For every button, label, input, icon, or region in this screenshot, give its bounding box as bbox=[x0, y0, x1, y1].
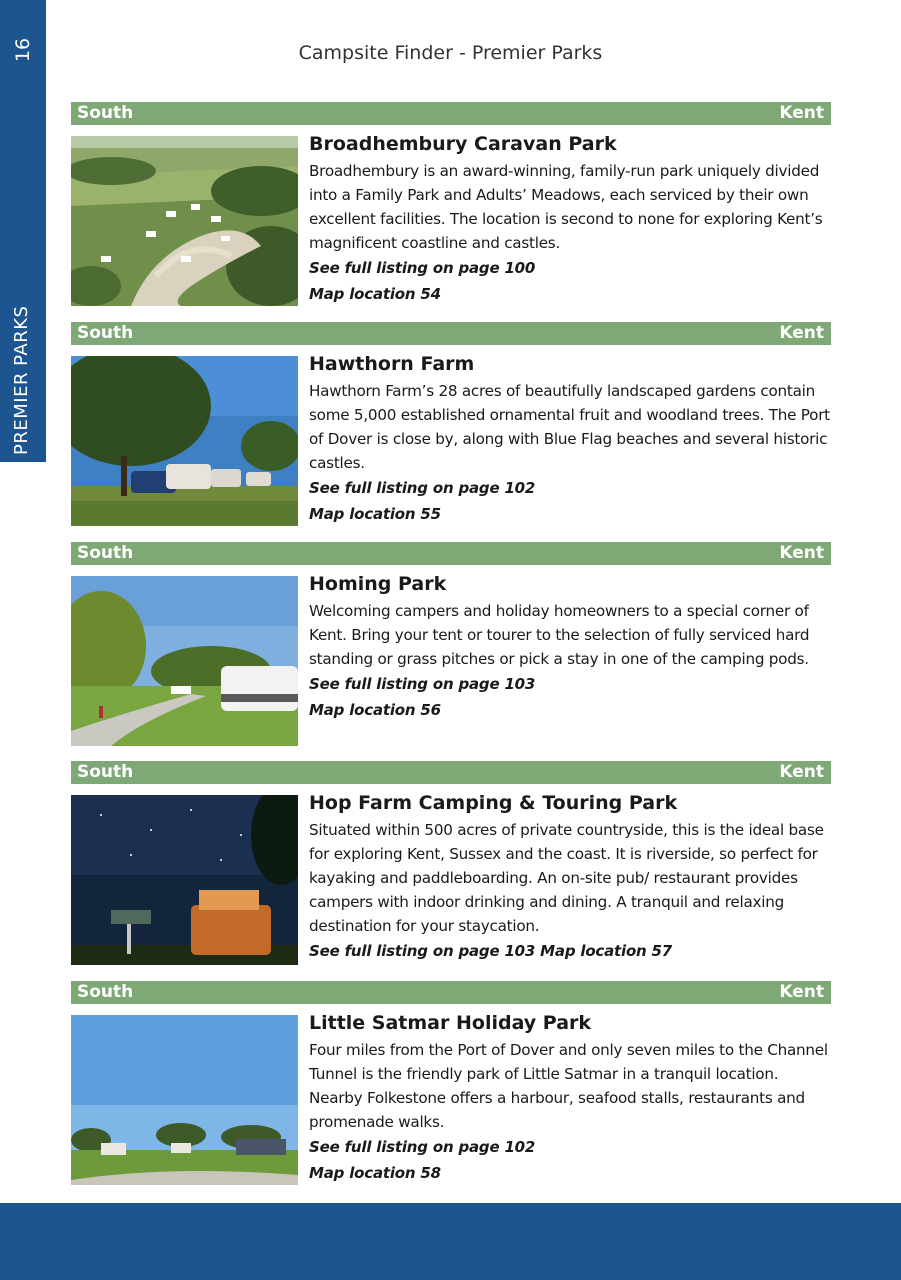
region-label: South bbox=[77, 103, 134, 123]
campsite-name: Hawthorn Farm bbox=[309, 353, 475, 375]
campsite-name: Hop Farm Camping & Touring Park bbox=[309, 792, 678, 814]
campsite-info bbox=[309, 352, 833, 527]
campsite-info bbox=[309, 791, 833, 964]
region-bar bbox=[71, 761, 831, 784]
campsite-name: Broadhembury Caravan Park bbox=[309, 133, 617, 155]
region-bar bbox=[71, 981, 831, 1004]
campsite-description: Situated within 500 acres of private countryside, this is the ideal base for exploring Kent, Sussex and the coast. It is riverside, so perfect for kayaking and paddleboarding. An on-site pub/ restaurant provides campers with indoor drinking and dining. A tranquil and relaxing destination for your staycation. bbox=[309, 821, 824, 935]
listing-reference: See full listing on page 102 bbox=[309, 1138, 536, 1156]
campsite-photo bbox=[71, 356, 298, 526]
campsite-description: Welcoming campers and holiday homeowners to a special corner of Kent. Bring your tent or tourer to the selection of fully serviced hard standing or grass pitches or pick a stay in one of the camping pods. bbox=[309, 602, 810, 668]
campsite-photo bbox=[71, 576, 298, 746]
county-label: Kent bbox=[779, 762, 824, 782]
campsite-photo bbox=[71, 1015, 298, 1185]
listing-reference: See full listing on page 100 bbox=[309, 259, 536, 277]
county-label: Kent bbox=[779, 543, 824, 563]
footer-band bbox=[0, 1203, 901, 1280]
county-label: Kent bbox=[779, 982, 824, 1002]
campsite-info bbox=[309, 572, 833, 723]
listing-reference: See full listing on page 103 bbox=[309, 675, 536, 693]
county-label: Kent bbox=[779, 103, 824, 123]
listing-reference: See full listing on page 102 bbox=[309, 479, 536, 497]
campsite-description: Hawthorn Farm’s 28 acres of beautifully landscaped gardens contain some 5,000 established ornamental fruit and woodland trees. The Port of Dover is close by, along with Blue Flag beaches and several historic castles. bbox=[309, 382, 830, 472]
side-tab bbox=[0, 0, 46, 462]
county-label: Kent bbox=[779, 323, 824, 343]
campsite-description: Four miles from the Port of Dover and only seven miles to the Channel Tunnel is the friendly park of Little Satmar in a tranquil location. Nearby Folkestone offers a harbour, seafood stalls, restaurants and promenade walks. bbox=[309, 1041, 828, 1131]
campsite-entry bbox=[71, 102, 831, 312]
map-location: Map location 58 bbox=[309, 1164, 441, 1182]
campsite-description: Broadhembury is an award-winning, family-run park uniquely divided into a Family Park and Adults’ Meadows, each serviced by their own excellent facilities. The location is second to none for exploring Kent’s magnificent coastline and castles. bbox=[309, 162, 823, 252]
campsite-entry bbox=[71, 981, 831, 1191]
campsite-info bbox=[309, 132, 833, 307]
campsite-name: Homing Park bbox=[309, 573, 447, 595]
page-number: 16 bbox=[12, 37, 34, 63]
section-side-label: PREMIER PARKS bbox=[11, 305, 32, 455]
region-label: South bbox=[77, 543, 134, 563]
listing-reference: See full listing on page 103 Map location 57 bbox=[309, 942, 673, 960]
campsite-entry bbox=[71, 761, 831, 971]
region-bar bbox=[71, 102, 831, 125]
map-location: Map location 56 bbox=[309, 701, 441, 719]
map-location: Map location 55 bbox=[309, 505, 441, 523]
region-bar bbox=[71, 322, 831, 345]
map-location: Map location 54 bbox=[309, 285, 441, 303]
region-label: South bbox=[77, 982, 134, 1002]
campsite-name: Little Satmar Holiday Park bbox=[309, 1012, 592, 1034]
region-label: South bbox=[77, 762, 134, 782]
region-bar bbox=[71, 542, 831, 565]
campsite-info bbox=[309, 1011, 833, 1186]
campsite-photo bbox=[71, 795, 298, 965]
region-label: South bbox=[77, 323, 134, 343]
campsite-entry bbox=[71, 322, 831, 532]
page-title: Campsite Finder - Premier Parks bbox=[298, 42, 603, 64]
campsite-photo bbox=[71, 136, 298, 306]
campsite-entry bbox=[71, 542, 831, 752]
